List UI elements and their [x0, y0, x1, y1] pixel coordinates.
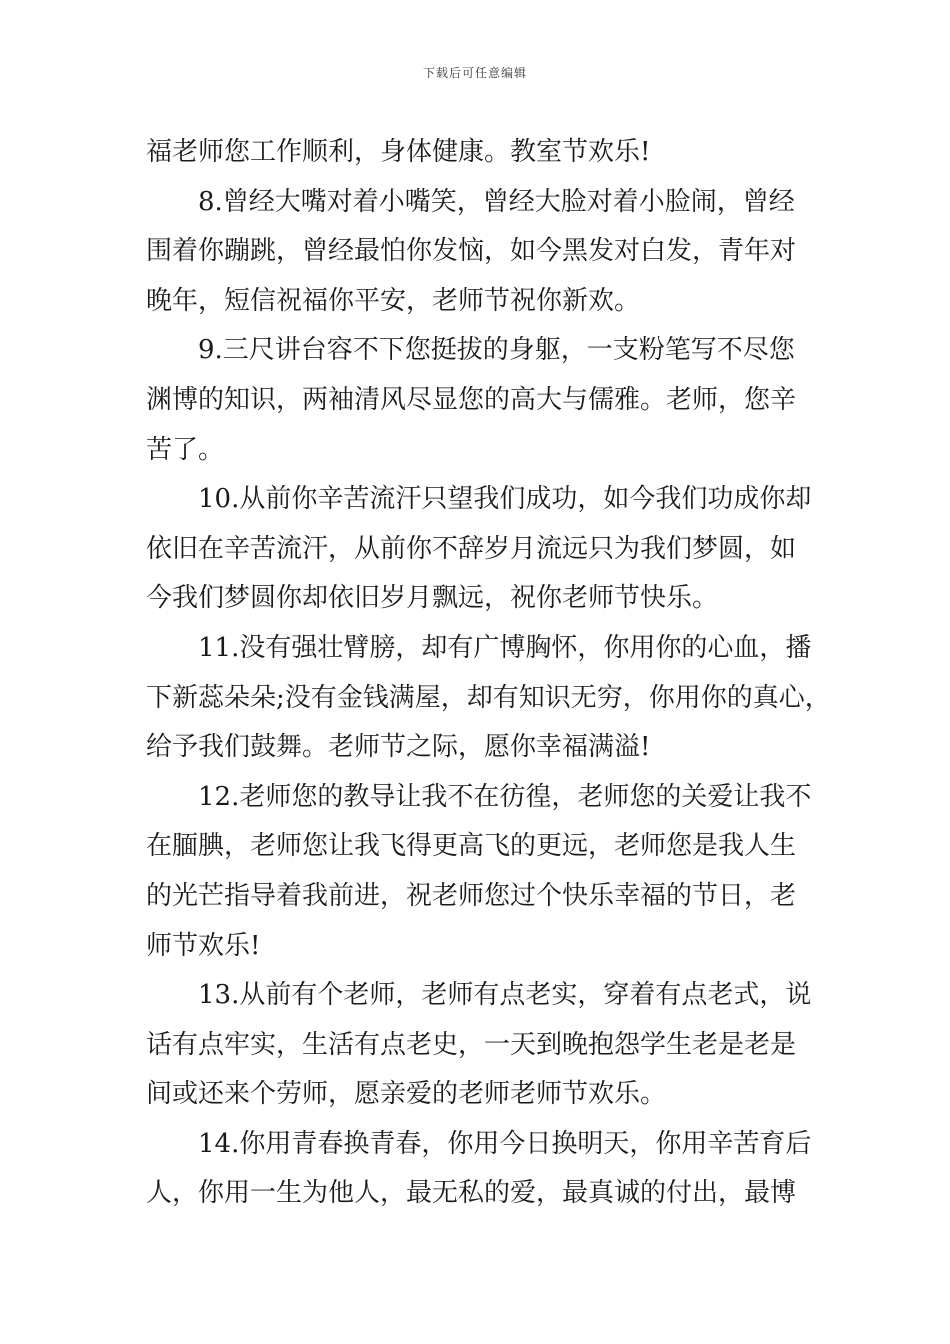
document-body: [146, 128, 831, 1219]
text-line: 13.从前有个老师，老师有点老实，穿着有点老式，说: [198, 980, 812, 1011]
text-line: 师节欢乐!: [146, 930, 261, 961]
text-line: 今我们梦圆你却依旧岁月飘远，祝你老师节快乐。: [146, 583, 719, 614]
text-line: 在腼腆，老师您让我飞得更高飞的更远，老师您是我人生: [146, 831, 797, 862]
text-line: 渊博的知识，两袖清风尽显您的高大与儒雅。老师，您辛: [146, 384, 797, 415]
text-line: 苦了。: [146, 434, 225, 465]
text-line: 给予我们鼓舞。老师节之际，愿你幸福满溢!: [146, 732, 651, 763]
text-line: 依旧在辛苦流汗，从前你不辞岁月流远只为我们梦圆，如: [146, 533, 797, 564]
text-line: 12.老师您的教导让我不在彷徨，老师您的关爱让我不: [198, 781, 812, 812]
text-line: 10.从前你辛苦流汗只望我们成功，如今我们功成你却: [198, 484, 812, 515]
text-line: 人，你用一生为他人，最无私的爱，最真诚的付出，最博: [146, 1178, 797, 1209]
text-line: 围着你蹦跳，曾经最怕你发恼，如今黑发对白发，青年对: [146, 236, 797, 267]
text-line: 晚年，短信祝福你平安，老师节祝你新欢。: [146, 285, 641, 316]
text-line: 9.三尺讲台容不下您挺拔的身躯，一支粉笔写不尽您: [198, 335, 795, 366]
text-line: 11.没有强壮臂膀，却有广博胸怀，你用你的心血，播: [198, 632, 812, 663]
text-line: 间或还来个劳师，愿亲爱的老师老师节欢乐。: [146, 1079, 667, 1110]
text-line: 14.你用青春换青春，你用今日换明天，你用辛苦育后: [198, 1128, 812, 1159]
text-line: 福老师您工作顺利，身体健康。教室节欢乐!: [146, 137, 651, 167]
text-line: 的光芒指导着我前进，祝老师您过个快乐幸福的节日，老: [146, 880, 797, 911]
text-line: 下新蕊朵朵;没有金钱满屋，却有知识无穷，你用你的真心，: [146, 682, 831, 713]
page-header: 下载后可任意编辑: [422, 66, 527, 80]
text-line: 话有点牢实，生活有点老史，一天到晚抱怨学生老是老是: [146, 1029, 797, 1060]
text-line: 8.曾经大嘴对着小嘴笑，曾经大脸对着小脸闹，曾经: [198, 186, 795, 217]
